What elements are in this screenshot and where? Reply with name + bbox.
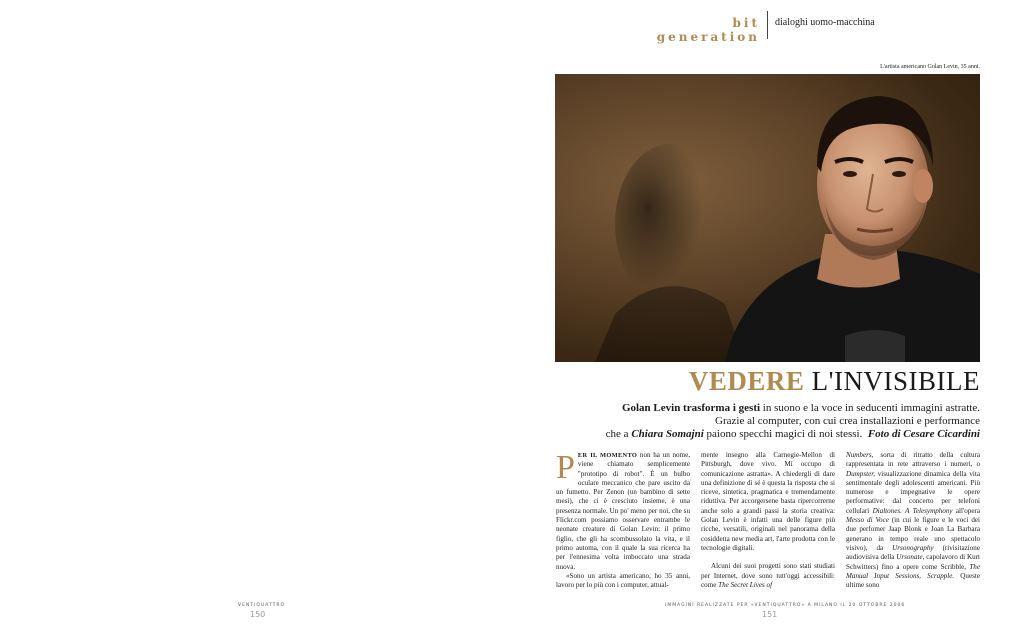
col3-text-d: (in cui le figure e le voci dei due perfomer Jaap Blonk e Joan La Barbara generano in tempo reale uno spettacolo visivo), da (846, 516, 980, 552)
photo-credit: Foto di Cesare Cicardini (867, 428, 980, 440)
title-part-2: L'INVISIBILE (811, 366, 980, 396)
standfirst-line3b: paiono specchi magici di noi stessi. (706, 428, 863, 440)
work-title-messo: Messo di Voce (846, 516, 889, 525)
work-title-dumpster: Dumpster, (846, 469, 875, 478)
col1-paragraph-1: non ha un nome, viene chiamato semplicemente "prototipo di robot". È un bulbo oculare meccanico che pare uscito da un fumetto. Per Zenon (un bambino di sette mesi), che ci è cresciuto insieme, è una presenza normale. Un po' meno per noi, che su Flickr.com possiamo osservare entrambe le neonate creature di Golan Levin: il primo figlio, che gli ha scombussolato la vita, e il primo automa, con il quale la sua ricerca ha per l'ennesima volta imboccato una strada nuova. (556, 451, 690, 571)
page-number-right: 151 (762, 610, 778, 619)
work-title-urso: Ursonography (892, 543, 934, 552)
standfirst-line2: Grazie al computer, con cui crea installazioni e performance (715, 415, 980, 427)
footer-magazine: VENTIQUATTRO (238, 603, 286, 608)
body-column-2 (701, 451, 835, 590)
article-standfirst (555, 402, 980, 441)
work-title-dialtones: Dialtones. A Telesymphony (872, 506, 953, 515)
body-column-3 (846, 451, 980, 590)
col3-text-g: Queste ultime sono (846, 571, 980, 590)
col2-paragraph-1: mente insegno alla Carnegie-Mellon di Pittsburgh, dove vivo. Mi occupo di comunicazione astratta». A chiedergli di dare una definizione di sé è questa la risposta che si riceve, sintetica, pragmatica e tremendamente riduttiva. Per accorgersene basta ripercorrerne anche solo a grandi passi la storia creativa: Golan Levin è infatti una delle figure più ricche, versatili, originali nel panorama della cosiddetta new media art, l'arte prodotta con le tecnologie digitali. (701, 451, 835, 552)
portrait-photo (555, 74, 980, 362)
work-title-numbers: Numbers, (846, 451, 874, 459)
col3-text-c: all'opera (955, 506, 980, 515)
footer-note: IMMAGINI REALIZZATE PER «VENTIQUATTRO» A MILANO IL 20 OTTOBRE 2006 (665, 603, 906, 608)
col3-text-f: capolavoro di Kurt Schwitters) fino a opere come Scribble, (846, 553, 980, 571)
photo-caption: L'artista americano Golan Levin, 35 anni. (880, 64, 980, 70)
col3-text-b: visualizzazione dinamica della vita sentimentale degli adolescenti americani. Più numerose e impegnative le opere performative: dal concerto per telefoni cellulari (846, 469, 980, 515)
section-label: bit generation (656, 16, 760, 44)
work-title-ursonate: Ursonate, (896, 553, 925, 562)
page-number-left: 150 (250, 610, 266, 619)
standfirst-bold: Golan Levin trasforma i gesti (621, 402, 761, 414)
col2-italic-title: The Secret Lives of (718, 580, 773, 589)
article-title (555, 366, 980, 397)
col3-text-a: sorta di ritratto della cultura rappresentata in rete attraverso i numeri, o (846, 451, 980, 469)
title-part-1: VEDERE (688, 366, 805, 396)
subsection-label: dialoghi uomo-macchina (775, 17, 875, 28)
author-name: Chiara Somajni (631, 428, 704, 440)
col1-paragraph-2: «Sono un artista americano, ho 35 anni, lavoro per lo più con i computer, attual- (556, 571, 690, 590)
standfirst-line3a: che a (605, 428, 629, 440)
col2-paragraph-2: Alcuni dei suoi progetti sono stati studiati per Internet, dove sono tutt'oggi accessibili: come (701, 562, 835, 589)
work-title-manual: The Manual Input Sessions, Scrapple. (846, 562, 980, 580)
header-divider (767, 11, 768, 39)
standfirst-line1: in suono e la voce in seducenti immagini astratte. (762, 402, 980, 414)
portrait-illustration (555, 74, 980, 362)
drop-cap: P (556, 449, 575, 486)
body-column-1 (556, 451, 690, 590)
lead-in: ER IL MOMENTO (577, 452, 638, 459)
col3-text-e: (rivisitazione audiovisiva della (846, 543, 980, 562)
